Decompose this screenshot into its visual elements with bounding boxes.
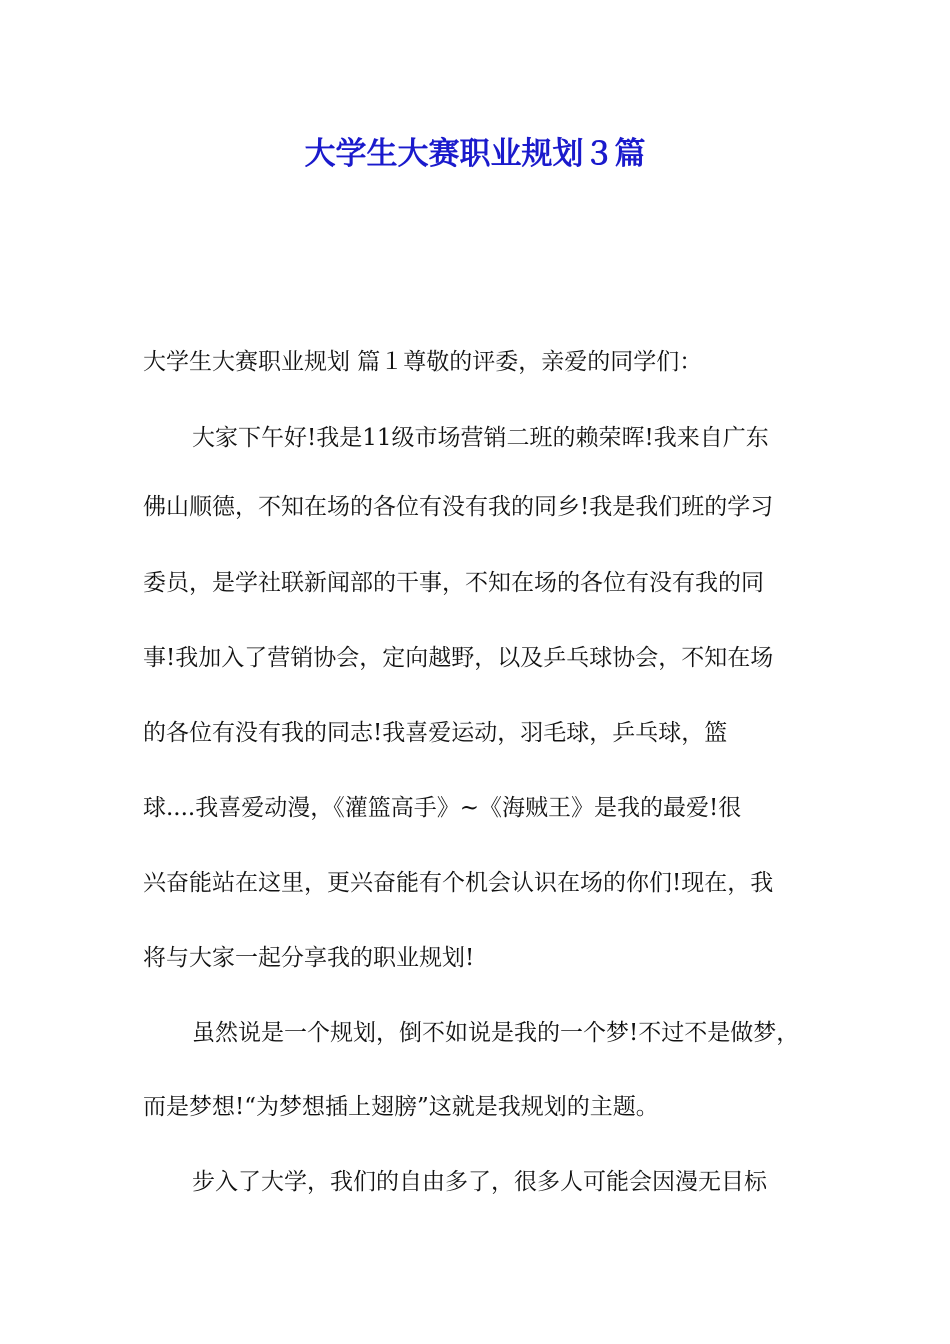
text-line-2: 大家下午好!我是11级市场营销二班的赖荣晖!我来自广东 (192, 425, 769, 451)
text-line-6: 的各位有没有我的同志!我喜爱运动，羽毛球，乒乓球，篮 (143, 720, 728, 746)
text-line-4: 委员，是学社联新闻部的干事，不知在场的各位有没有我的同 (143, 570, 764, 596)
text-line-10: 虽然说是一个规划，倒不如说是我的一个梦!不过不是做梦， (192, 1020, 800, 1046)
document-title: 大学生大赛职业规划３篇 (304, 136, 646, 172)
text-line-8: 兴奋能站在这里，更兴奋能有个机会认识在场的你们!现在，我 (143, 870, 774, 896)
text-line-5: 事!我加入了营销协会，定向越野，以及乒乓球协会，不知在场 (143, 645, 774, 671)
text-line-1: 大学生大赛职业规划 篇１尊敬的评委，亲爱的同学们： (143, 349, 703, 375)
text-line-7: 球....我喜爱动漫，《灌篮高手》~《海贼王》是我的最爱!很 (143, 795, 742, 821)
text-line-11: 而是梦想!“为梦想插上翅膀”这就是我规划的主题。 (143, 1094, 659, 1120)
text-line-12: 步入了大学，我们的自由多了，很多人可能会因漫无目标 (192, 1169, 767, 1195)
text-line-9: 将与大家一起分享我的职业规划! (143, 945, 475, 971)
text-line-3: 佛山顺德，不知在场的各位有没有我的同乡!我是我们班的学习 (143, 494, 774, 520)
